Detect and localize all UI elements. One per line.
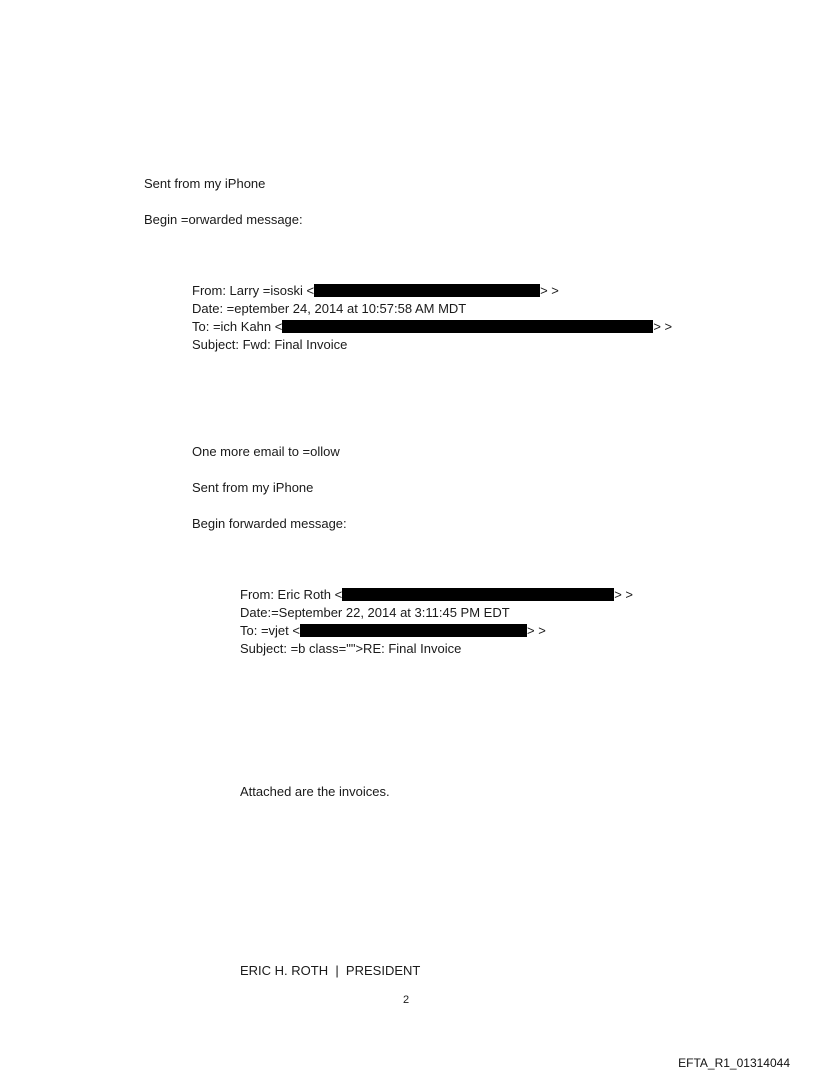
signature-line: ERIC H. ROTH | PRESIDENT xyxy=(240,963,421,978)
fwd1-to-suffix: > > xyxy=(653,319,673,334)
begin-forwarded-line: Begin =orwarded message: xyxy=(144,212,303,227)
bates-number: EFTA_R1_01314044 xyxy=(678,1056,790,1070)
fwd1-subject-line: Subject: Fwd: Final Invoice xyxy=(192,337,348,352)
redaction-bar xyxy=(342,588,614,601)
fwd2-body-text: Attached are the invoices. xyxy=(240,784,390,799)
fwd1-to-text: To: =ich Kahn < xyxy=(192,319,283,334)
fwd2-to-suffix: > > xyxy=(526,623,546,638)
fwd1-date-line: Date: =eptember 24, 2014 at 10:57:58 AM MDT xyxy=(192,301,467,316)
fwd1-from-text: From: Larry =isoski < xyxy=(192,283,315,298)
redaction-bar xyxy=(314,284,540,297)
fwd2-from-suffix: > > xyxy=(614,587,634,602)
fwd2-from-line xyxy=(240,587,633,603)
fwd1-from-line xyxy=(192,283,559,299)
fwd2-to-text: To: =vjet < xyxy=(240,623,300,638)
fwd1-begin-forwarded-line: Begin forwarded message: xyxy=(192,516,347,531)
fwd1-to-line xyxy=(192,319,672,335)
fwd2-to-line xyxy=(240,623,546,639)
fwd2-subject-line: Subject: =b class="">RE: Final Invoice xyxy=(240,641,462,656)
sent-from-line: Sent from my iPhone xyxy=(144,176,266,191)
fwd1-body-text: One more email to =ollow xyxy=(192,444,340,459)
fwd2-from-text: From: Eric Roth < xyxy=(240,587,343,602)
fwd1-from-suffix: > > xyxy=(540,283,559,298)
redaction-bar xyxy=(300,624,527,637)
page-number: 2 xyxy=(403,994,410,1006)
fwd2-date-line: Date:=September 22, 2014 at 3:11:45 PM EDT xyxy=(240,605,510,620)
fwd1-sent-from-line: Sent from my iPhone xyxy=(192,480,314,495)
redaction-bar xyxy=(282,320,653,333)
